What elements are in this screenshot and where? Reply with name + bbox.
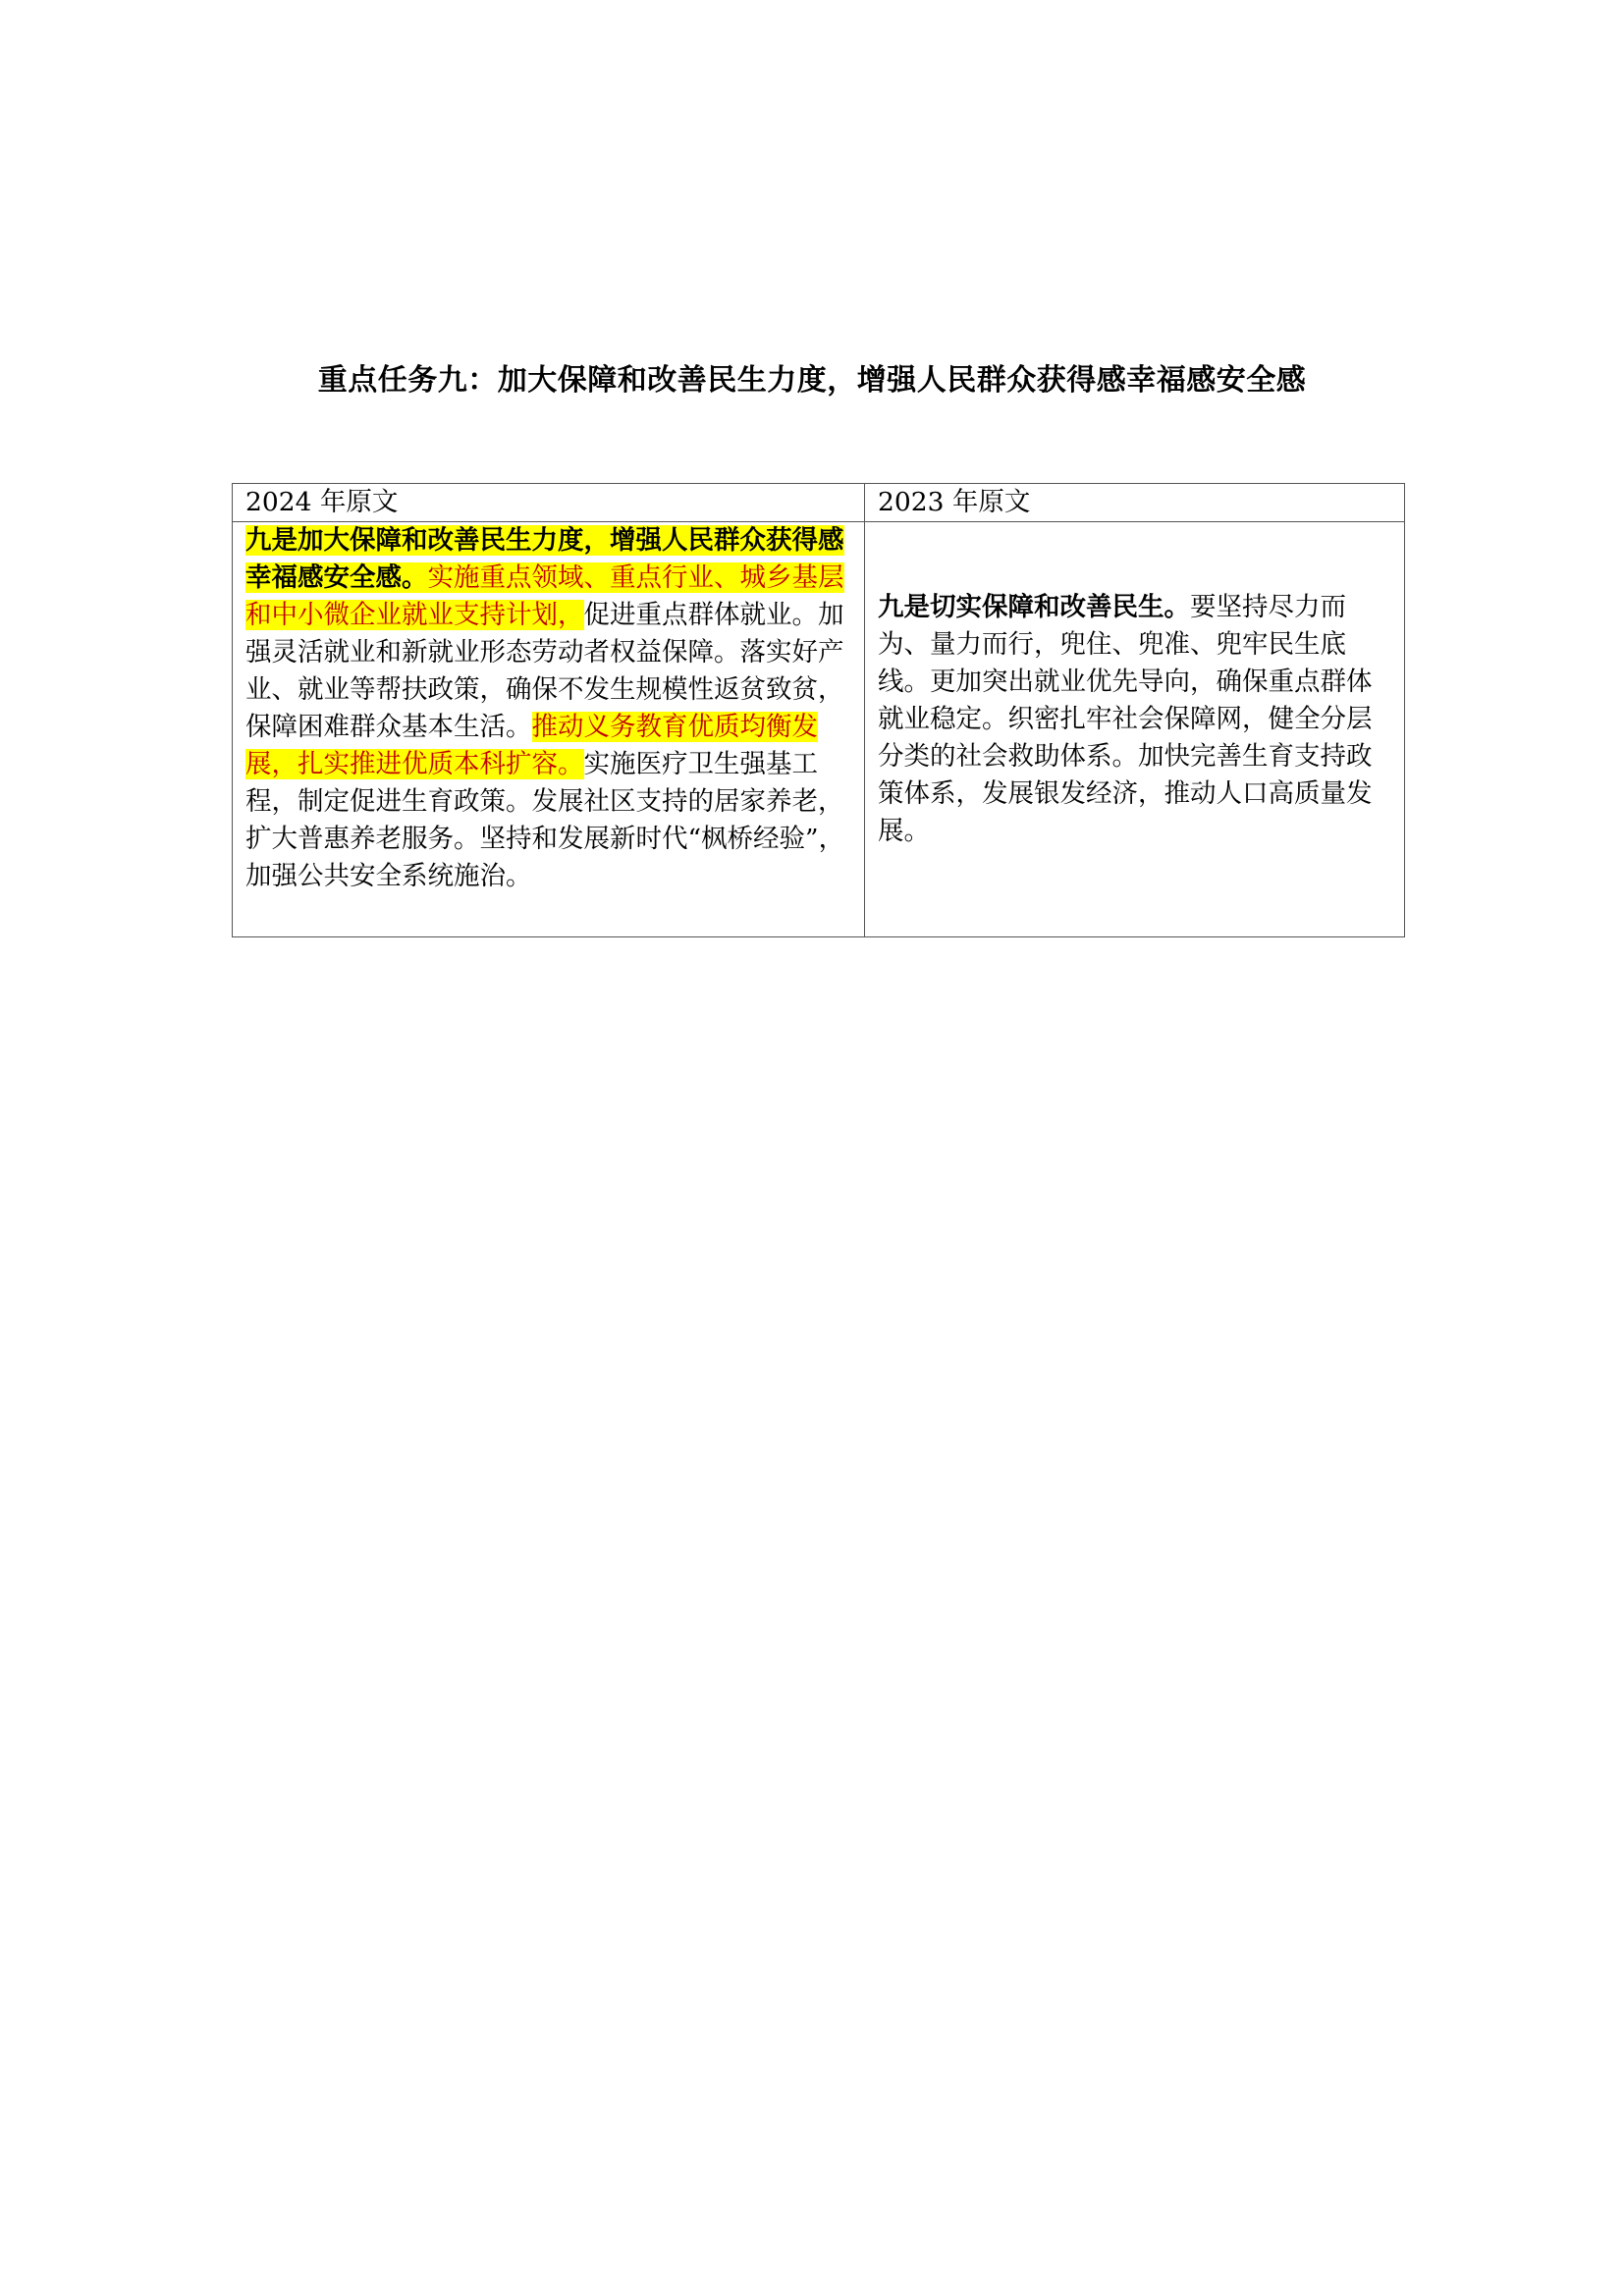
table-body-row — [233, 522, 1405, 937]
highlight-education: 推动义务教育优质均衡发展，扎实推进优质本科扩容。 — [245, 712, 818, 779]
header-2023: 2023 年原文 — [865, 484, 1405, 522]
highlight-employment-plan: 实施重点领域、重点行业、城乡基层和中小微企业就业支持计划， — [245, 562, 844, 630]
text-2024-part2: 实施医疗卫生强基工程，制定促进生育政策。发展社区支持的居家养老，扩大普惠养老服务。坚持和发展新时代“枫桥经验”，加强公共安全系统施治。 — [245, 749, 845, 891]
lead-2023-bold: 九是切实保障和改善民生。 — [878, 592, 1190, 622]
text-2023-body: 要坚持尽力而为、量力而行，兜住、兜准、兜牢民生底线。更加突出就业优先导向，确保重点群体就业稳定。织密扎牢社会保障网，健全分层分类的社会救助体系。加快完善生育支持政策体系，发展银发经济，推动人口高质量发展。 — [878, 592, 1373, 846]
table-header-row — [233, 484, 1405, 522]
lead-2024-bold: 九是加大保障和改善民生力度，增强人民群众获得感幸福感安全感。 — [245, 525, 844, 593]
text-2024-part1: 促进重点群体就业。加强灵活就业和新就业形态劳动者权益保障。落实好产业、就业等帮扶政策，确保不发生规模性返贫致贫，保障困难群众基本生活。 — [245, 600, 844, 742]
cell-2023-text — [865, 522, 1405, 937]
comparison-table — [232, 483, 1405, 937]
cell-2024-text — [233, 522, 865, 937]
page-title: 重点任务九：加大保障和改善民生力度，增强人民群众获得感幸福感安全感 — [317, 363, 1307, 398]
text-2023-block — [878, 589, 1391, 850]
header-2024: 2024 年原文 — [233, 484, 865, 522]
